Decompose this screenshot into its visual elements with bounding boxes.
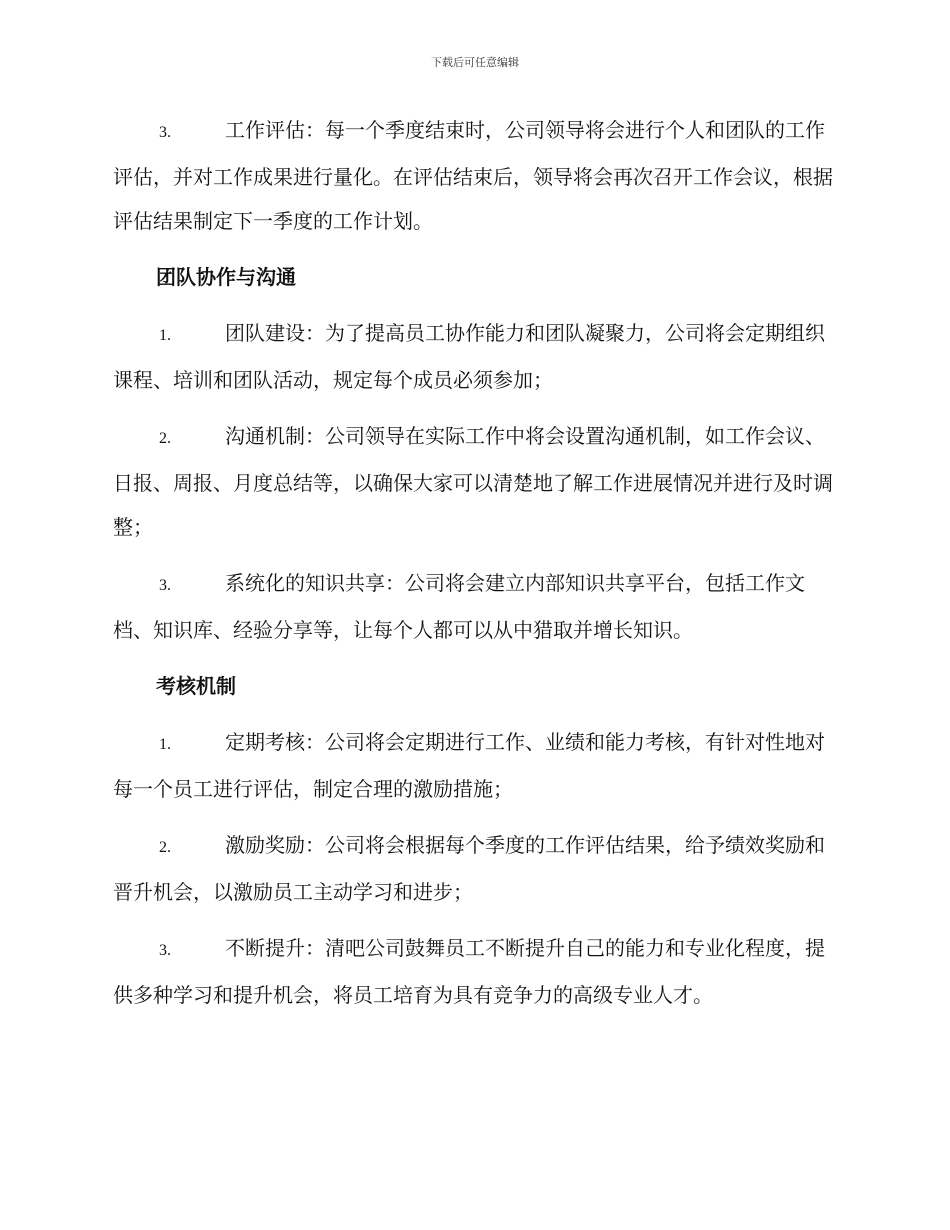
list-number: 1. bbox=[159, 327, 171, 344]
list-item-text: 沟通机制：公司领导在实际工作中将会设置沟通机制，如工作会议、日报、周报、月度总结等，以确保大家可以清楚地了解工作进展情况并进行及时调整； bbox=[113, 424, 833, 539]
list-item-periodic-assessment bbox=[113, 720, 837, 811]
list-item-text: 系统化的知识共享：公司将会建立内部知识共享平台，包括工作文档、知识库、经验分享等，让每个人都可以从中猎取并增长知识。 bbox=[113, 571, 805, 642]
list-item-knowledge-sharing bbox=[113, 561, 837, 652]
list-number: 2. bbox=[159, 430, 171, 447]
list-item-work-evaluation bbox=[113, 108, 837, 243]
list-number: 3. bbox=[159, 942, 171, 959]
list-item-text: 不断提升：清吧公司鼓舞员工不断提升自己的能力和专业化程度，提供多种学习和提升机会，将员工培育为具有竞争力的高级专业人才。 bbox=[113, 936, 825, 1007]
list-item-text: 工作评估：每一个季度结束时，公司领导将会进行个人和团队的工作评估，并对工作成果进行量化。在评估结束后，领导将会再次召开工作会议，根据评估结果制定下一季度的工作计划。 bbox=[113, 118, 833, 233]
list-item-team-building bbox=[113, 311, 837, 402]
section-heading-assessment: 考核机制 bbox=[156, 674, 236, 698]
list-number: 3. bbox=[159, 124, 171, 141]
list-number: 1. bbox=[159, 736, 171, 753]
list-item-continuous-improvement bbox=[113, 926, 837, 1017]
list-item-incentives bbox=[113, 823, 837, 914]
list-item-text: 团队建设：为了提高员工协作能力和团队凝聚力，公司将会定期组织课程、培训和团队活动，规定每个成员必须参加； bbox=[113, 321, 825, 392]
page-header: 下载后可任意编辑 bbox=[431, 56, 519, 69]
list-item-communication bbox=[113, 414, 837, 549]
section-heading-team-collaboration: 团队协作与沟通 bbox=[156, 265, 296, 289]
list-item-text: 激励奖励：公司将会根据每个季度的工作评估结果，给予绩效奖励和晋升机会，以激励员工主动学习和进步； bbox=[113, 833, 825, 904]
list-number: 3. bbox=[159, 577, 171, 594]
list-item-text: 定期考核：公司将会定期进行工作、业绩和能力考核，有针对性地对每一个员工进行评估，制定合理的激励措施； bbox=[113, 730, 825, 801]
list-number: 2. bbox=[159, 839, 171, 856]
document-body bbox=[113, 108, 837, 1029]
